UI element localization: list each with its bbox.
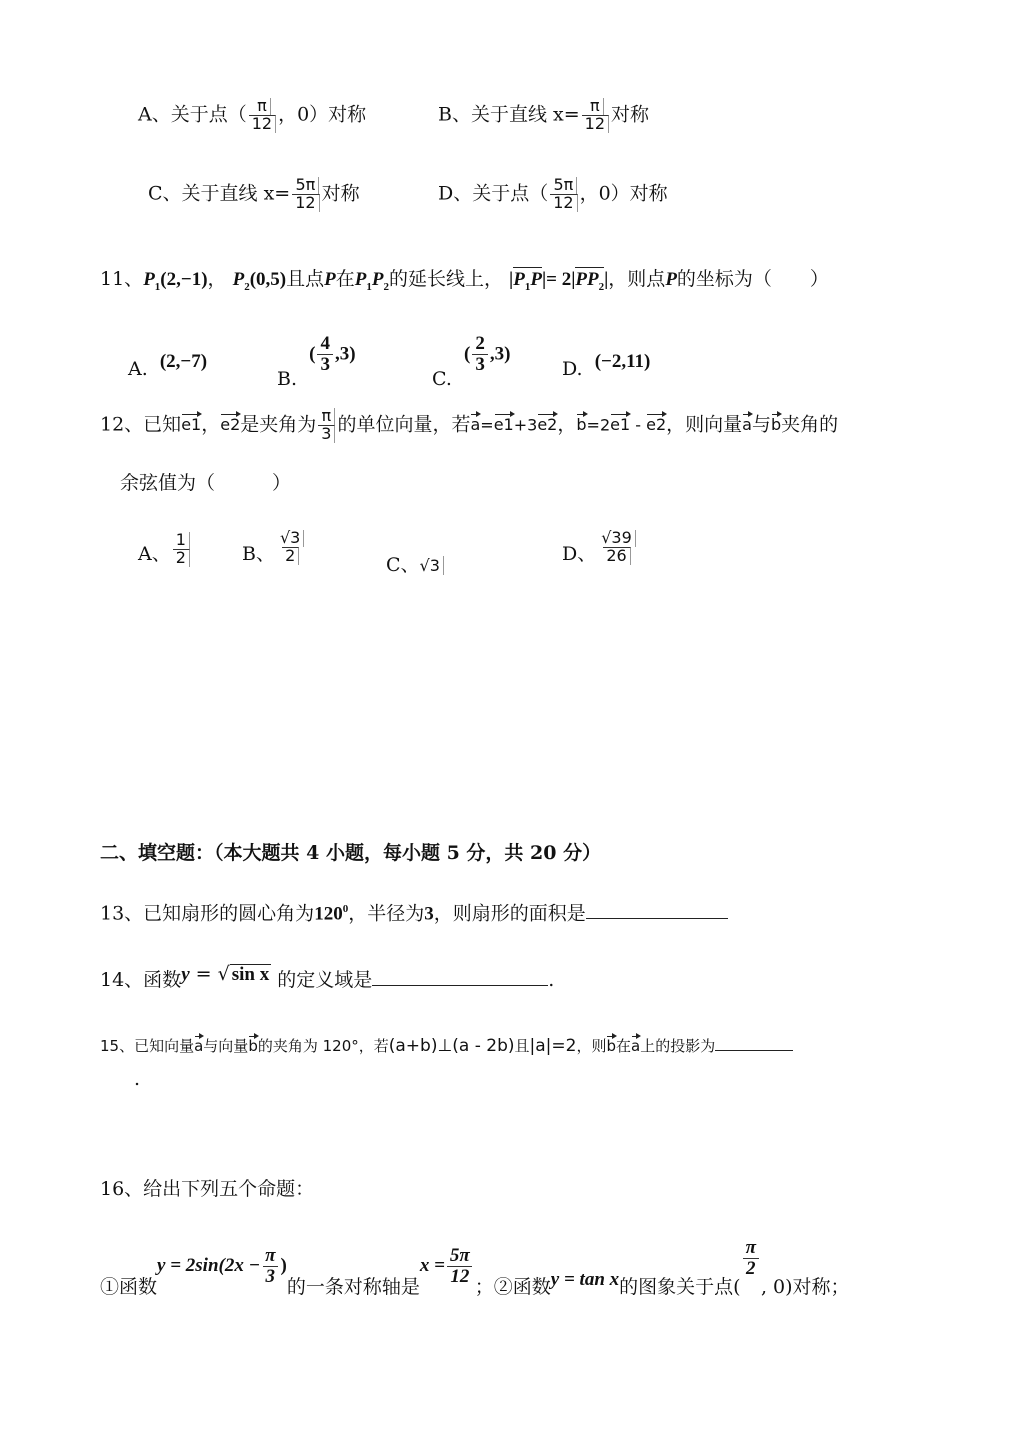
vector-b: b [771,412,781,433]
math-paren: ( [464,343,471,365]
math-abs: | [604,269,609,290]
q10-a-fraction [249,98,276,133]
q15-text: 且 [514,1037,530,1055]
frac-den: 2 [743,1258,759,1279]
frac-den: 3 [472,354,488,375]
frac-den: 2 [173,549,190,567]
math-var: P [665,269,677,290]
math-sub: 1 [366,280,372,293]
math-var: P [354,269,367,290]
q11-option-b [277,333,356,391]
q12-d-fraction [598,530,636,565]
q15-text: 15、已知向量 [100,1037,195,1055]
q11-stem [100,270,829,293]
frac-num: √3 [277,530,304,547]
math-sub: 1 [154,280,161,293]
q11-option-a [128,351,208,380]
frac-den: 12 [292,194,319,212]
frac-den: 3 [263,1266,279,1287]
q12-text: = [480,415,494,435]
q11-option-d [562,351,651,380]
math-abs: | [509,269,514,290]
q16-line1 [100,1237,850,1299]
frac-num: 4 [320,333,330,354]
q12-stem-line2: 余弦值为（ ） [120,472,292,494]
q12-text: 12、已知 [100,413,182,436]
answer-blank[interactable] [372,984,548,986]
q11-option-c [432,333,511,391]
math-abs: |= 2| [541,269,576,290]
q10-d-text: D、关于点（ [438,182,549,205]
q12-a-fraction [173,532,190,567]
q11-b-fraction [317,334,333,375]
math-vector [575,267,605,293]
sqrt-sign: √ [217,963,230,985]
frac-den: 3 [317,354,333,375]
math-sub: 2 [244,280,250,293]
math-var: P [324,269,336,290]
q13-text: ，则扇形的面积是 [433,902,586,925]
vector-e2: e2 [220,412,240,433]
q12-text: 的单位向量，若 [337,413,471,436]
q16-text: ；②函数 [474,1276,551,1299]
q12-option-c [386,556,444,575]
math-vector [513,267,542,293]
q13 [100,904,728,923]
math-number: 3 [424,903,434,925]
option-label: B、 [242,543,275,566]
q11-text: 在 [335,268,355,290]
q10-c-text: C、关于直线 x= [148,182,291,205]
q10-c-suffix: 对称 [321,182,360,205]
math-radicand: sin x [231,964,270,985]
math-expression: |a|=2 [529,1036,577,1056]
math-var: P [513,269,525,290]
vector-a: a [742,412,752,433]
q15-end: . [134,1068,141,1090]
q12-text: =2 [586,415,611,435]
frac-den: 12 [249,115,276,133]
math-paren: ,3) [334,343,356,365]
frac-num: π [745,1237,756,1258]
q10-d-fraction [550,177,577,212]
math-expression: y = 2sin(2x − [157,1255,261,1277]
q12-text: - [630,415,647,435]
math-var: P [371,269,384,290]
section-title: 二、填空题：（本大题共 4 小题，每小题 5 分，共 20 分） [100,842,602,864]
answer-blank[interactable] [586,917,728,919]
vector-b: b [576,412,586,433]
q12-b-fraction [277,530,304,565]
q15-text: 与向量 [203,1037,249,1055]
q12-text: 与 [751,413,771,436]
q10-a-text: A、关于点（ [138,103,247,126]
q12-text: 是夹角为 [240,413,317,436]
option-label: D. [562,358,583,380]
q14 [100,963,555,991]
q10-b-text: B、关于直线 x= [438,103,580,126]
frac-den: 3 [318,425,335,443]
option-label: D、 [562,543,597,566]
q11-text: 且点 [286,268,325,290]
q10-b-suffix: 对称 [611,103,650,126]
option-label: B. [277,368,298,391]
q12-fraction [318,408,335,443]
q13-text: ，半径为 [348,902,425,925]
q10-c-fraction [292,177,319,212]
q14-text: 14、函数 [100,969,182,991]
math-paren: ) [280,1255,287,1277]
q11-sep: ， [207,268,227,290]
q10-a-suffix: ，0）对称 [278,103,367,126]
q15-text: 上的投影为 [640,1037,716,1055]
math-sub: 1 [524,280,531,293]
q12-text: ， [557,413,577,436]
math-op: = [189,963,218,985]
math-expression: x = [419,1255,445,1277]
vector-a: a [470,412,480,433]
vector-a: a [194,1034,203,1054]
q15-text: 在 [616,1037,632,1055]
q11-text: 的坐标为（ ） [676,268,829,290]
vector-b: b [248,1034,258,1054]
q10-d-suffix: ，0）对称 [579,182,668,205]
q12-text: 夹角的 [781,413,839,436]
frac-num: π [265,1245,276,1266]
vector-b: b [606,1034,616,1054]
option-value: √3 [420,556,444,575]
q14-text: 的定义域是 [277,969,373,991]
frac-num: π [319,408,336,425]
q16-x-fraction [447,1246,473,1287]
q15-text: 的夹角为 120°，若 [257,1037,389,1055]
q10-option-d [438,177,668,212]
q11-text: 的延长线上， [388,268,503,290]
q13-text: 13、已知扇形的圆心角为 [100,902,315,925]
q12-option-d [562,530,638,565]
q10-b-fraction [582,98,609,133]
q12-option-a [138,532,192,567]
answer-blank[interactable] [715,1049,793,1051]
frac-num: π [587,98,604,115]
q10-option-b [438,98,649,133]
q16-text: 的一条对称轴是 [286,1276,420,1299]
q14-text: . [548,969,555,991]
option-value: (−2,11) [594,351,651,372]
frac-num: 5π [551,177,578,194]
option-label: A、 [138,543,171,566]
frac-den: 2 [282,547,299,565]
math-number: 120 [314,903,343,925]
frac-den: 12 [550,194,577,212]
frac-den: 12 [447,1266,472,1287]
option-label: C. [432,368,452,391]
frac-num: 5π [449,1245,470,1266]
q12-stem [100,408,838,443]
math-paren: ,3) [489,343,511,365]
q16-text: ①函数 [100,1276,158,1299]
frac-den: 12 [582,115,609,133]
q12-text: ， [201,413,221,436]
vector-e1: e1 [610,412,630,433]
math-expression: (a+b)⊥(a - 2b) [388,1036,515,1056]
math-sub: 2 [598,280,605,293]
math-var: P [530,269,542,290]
q11-number: 11、 [100,268,144,290]
frac-den: 26 [603,547,630,565]
option-label: A. [128,358,148,380]
q16-f1-fraction [262,1246,278,1287]
vector-e2: e2 [537,412,557,433]
math-paren: ( [309,343,316,365]
q16-text: 的图象关于点( [619,1276,741,1299]
option-label: C、 [386,554,420,576]
vector-e2: e2 [646,412,666,433]
math-coord: (2,−1) [160,269,208,290]
q10-option-a [138,98,366,133]
frac-num: 5π [292,177,319,194]
frac-num: π [254,98,271,115]
q15-text: ，则 [576,1037,607,1055]
vector-e1: e1 [181,412,201,433]
q12-text: +3 [513,415,538,435]
frac-num: 1 [173,532,190,549]
q16-p-fraction [743,1238,759,1279]
q12-text: ，则向量 [666,413,743,436]
math-sub: 2 [383,280,389,293]
q11-text: ，则点 [608,268,666,290]
math-var: P [232,269,245,290]
vector-a: a [631,1034,640,1054]
math-var: PP [575,269,599,290]
option-value: (2,−7) [159,351,208,372]
q11-c-fraction [472,334,488,375]
vector-e1: e1 [494,412,514,433]
math-coord: (0,5) [249,269,287,290]
q10-option-c [148,177,360,212]
q16-title: 16、给出下列五个命题： [100,1178,315,1200]
math-sup: 0 [342,903,349,915]
math-var: y [181,964,190,985]
q12-option-b [242,530,306,565]
frac-num: √39 [598,530,636,547]
frac-num: 2 [475,333,485,354]
math-var: P [143,269,155,290]
q15 [100,1034,793,1055]
q16-text: , 0)对称； [760,1276,850,1299]
math-expression: y = tan x [550,1269,620,1291]
